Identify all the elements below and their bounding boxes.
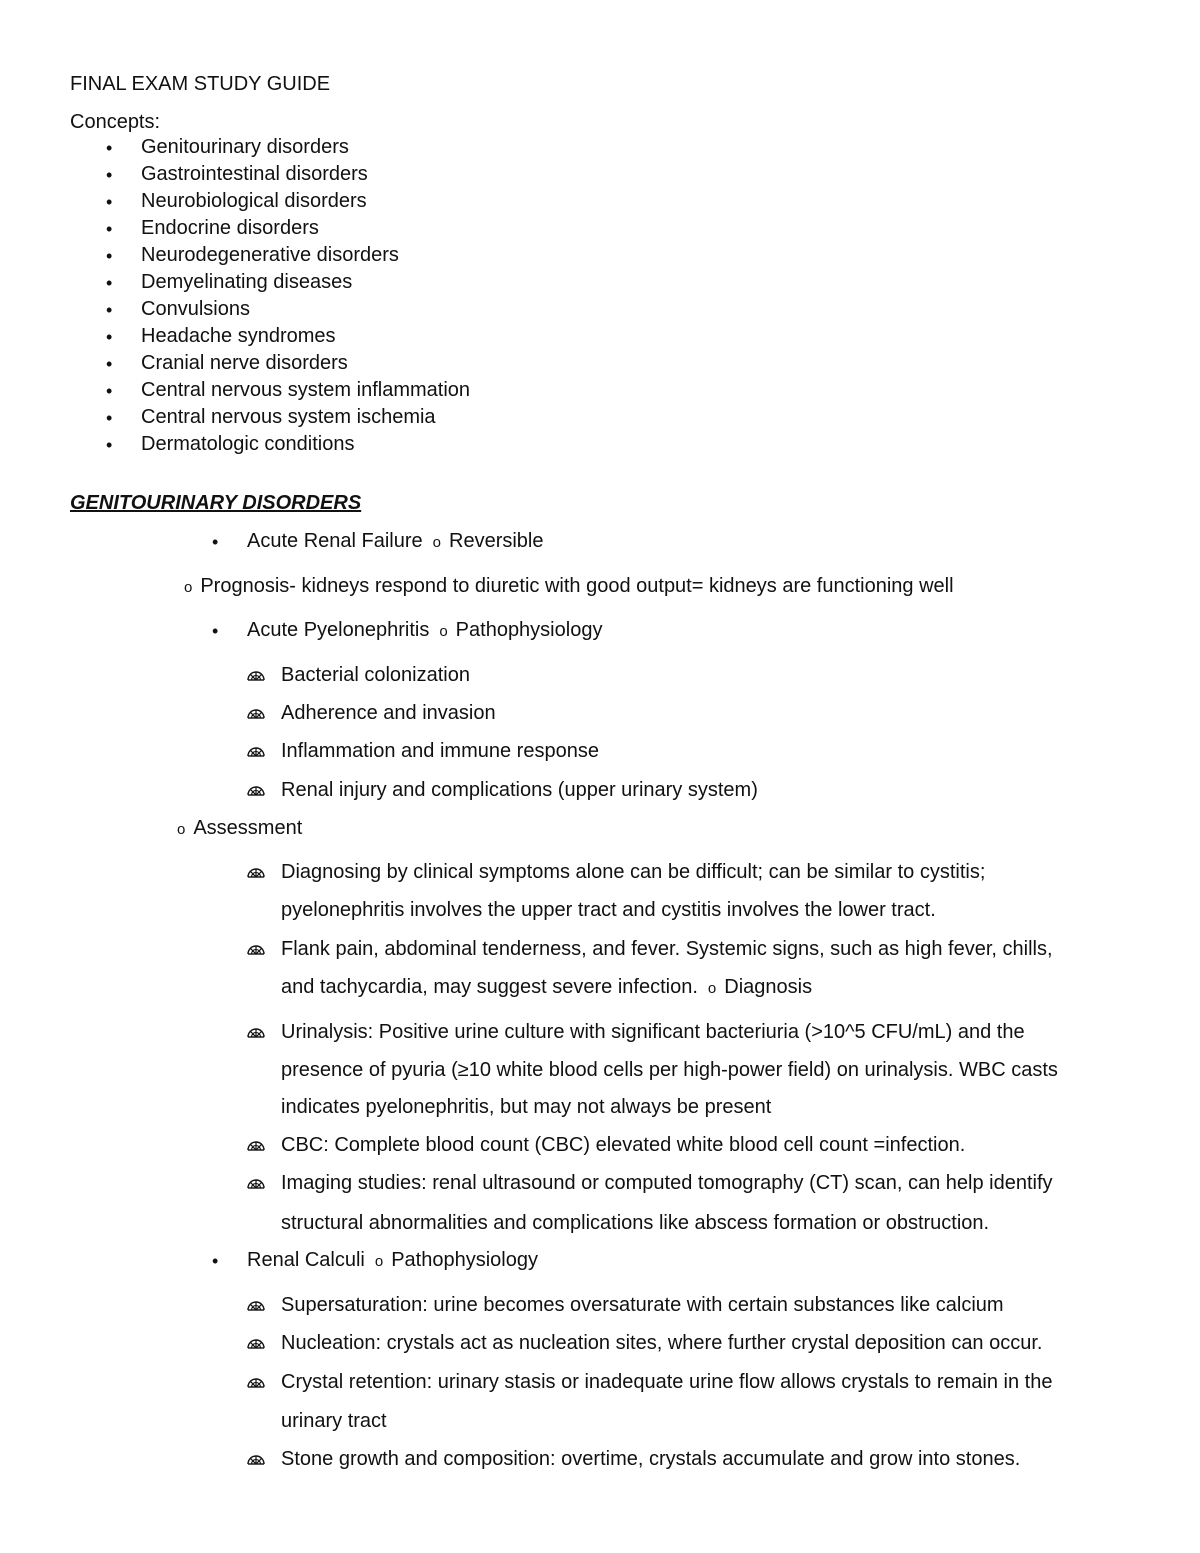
list-item: Diagnosing by clinical symptoms alone can be difficult; can be similar to cystitis; xyxy=(281,861,986,883)
circle-bullet-icon: o xyxy=(439,623,448,640)
wheel-bullet-icon xyxy=(247,783,265,797)
diagnosis-label: Diagnosis xyxy=(724,976,813,998)
concepts-label: Concepts: xyxy=(70,111,161,133)
bullet-icon: • xyxy=(212,1251,219,1271)
list-item: Inflammation and immune response xyxy=(281,740,599,762)
list-item-continued: pyelonephritis involves the upper tract and cystitis involves the lower tract. xyxy=(281,899,936,921)
wheel-bullet-icon xyxy=(247,668,265,682)
list-item-continued: presence of pyuria (≥10 white blood cells per high-power field) on urinalysis. WBC casts xyxy=(281,1059,1058,1081)
bullet-icon: • xyxy=(106,273,113,293)
bullet-icon: • xyxy=(106,192,113,212)
list-item: CBC: Complete blood count (CBC) elevated white blood cell count =infection. xyxy=(281,1134,966,1156)
list-item-continued: urinary tract xyxy=(281,1410,387,1432)
circle-bullet-icon: o xyxy=(177,821,186,838)
wheel-bullet-icon xyxy=(247,1138,265,1152)
circle-bullet-icon: o xyxy=(184,579,193,596)
list-item: Cranial nerve disorders xyxy=(141,352,348,374)
arf-sub: Reversible xyxy=(449,530,544,552)
list-item: Gastrointestinal disorders xyxy=(141,163,368,185)
list-item: Neurobiological disorders xyxy=(141,190,367,212)
pyelo-label: Acute Pyelonephritis xyxy=(247,619,430,641)
list-item: Endocrine disorders xyxy=(141,217,319,239)
list-item: Convulsions xyxy=(141,298,250,320)
wheel-bullet-icon xyxy=(247,942,265,956)
wheel-bullet-icon xyxy=(247,706,265,720)
list-item: Adherence and invasion xyxy=(281,702,496,724)
calculi-label: Renal Calculi xyxy=(247,1249,365,1271)
list-item: Imaging studies: renal ultrasound or computed tomography (CT) scan, can help identify xyxy=(281,1172,1053,1194)
assessment-label: Assessment xyxy=(193,817,303,839)
prognosis-text: Prognosis- kidneys respond to diuretic with good output= kidneys are functioning well xyxy=(200,575,954,597)
wheel-bullet-icon xyxy=(247,1025,265,1039)
list-item xyxy=(247,620,602,640)
list-item-continued: indicates pyelonephritis, but may not always be present xyxy=(281,1096,772,1118)
bullet-icon: • xyxy=(106,165,113,185)
wheel-bullet-icon xyxy=(247,1298,265,1312)
page-title: FINAL EXAM STUDY GUIDE xyxy=(70,73,331,95)
bullet-icon: • xyxy=(106,246,113,266)
list-item: Demyelinating diseases xyxy=(141,271,353,293)
wheel-bullet-icon xyxy=(247,1375,265,1389)
assess2-line2: and tachycardia, may suggest severe infection. xyxy=(281,976,698,998)
list-item: Central nervous system inflammation xyxy=(141,379,471,401)
list-item xyxy=(177,818,302,838)
list-item: Renal injury and complications (upper urinary system) xyxy=(281,779,758,801)
wheel-bullet-icon xyxy=(247,1452,265,1466)
list-item xyxy=(247,531,543,551)
list-item xyxy=(247,1250,538,1270)
bullet-icon: • xyxy=(106,381,113,401)
list-item: Bacterial colonization xyxy=(281,664,470,686)
bullet-icon: • xyxy=(106,435,113,455)
list-item: Crystal retention: urinary stasis or inadequate urine flow allows crystals to remain in the xyxy=(281,1371,1053,1393)
calculi-sub: Pathophysiology xyxy=(391,1249,538,1271)
circle-bullet-icon: o xyxy=(374,1253,384,1270)
list-item xyxy=(184,576,954,596)
bullet-icon: • xyxy=(212,532,219,552)
list-item: Flank pain, abdominal tenderness, and fever. Systemic signs, such as high fever, chills, xyxy=(281,938,1053,960)
list-item-continued xyxy=(281,977,812,997)
bullet-icon: • xyxy=(106,327,113,347)
bullet-icon: • xyxy=(106,300,113,320)
bullet-icon: • xyxy=(212,621,219,641)
bullet-icon: • xyxy=(106,138,113,158)
list-item-continued: structural abnormalities and complications like abscess formation or obstruction. xyxy=(281,1212,990,1234)
bullet-icon: • xyxy=(106,354,113,374)
list-item: Central nervous system ischemia xyxy=(141,406,436,428)
wheel-bullet-icon xyxy=(247,1176,265,1190)
list-item: Dermatologic conditions xyxy=(141,433,355,455)
wheel-bullet-icon xyxy=(247,744,265,758)
list-item: Stone growth and composition: overtime, crystals accumulate and grow into stones. xyxy=(281,1448,1021,1470)
list-item: Headache syndromes xyxy=(141,325,336,347)
arf-label: Acute Renal Failure xyxy=(247,530,423,552)
circle-bullet-icon: o xyxy=(432,534,441,551)
circle-bullet-icon: o xyxy=(707,980,717,997)
list-item: Nucleation: crystals act as nucleation sites, where further crystal deposition can occur. xyxy=(281,1332,1043,1354)
list-item: Neurodegenerative disorders xyxy=(141,244,399,266)
list-item: Genitourinary disorders xyxy=(141,136,349,158)
list-item: Supersaturation: urine becomes oversaturate with certain substances like calcium xyxy=(281,1294,1004,1316)
section-heading: GENITOURINARY DISORDERS xyxy=(70,492,362,514)
bullet-icon: • xyxy=(106,408,113,428)
wheel-bullet-icon xyxy=(247,1336,265,1350)
wheel-bullet-icon xyxy=(247,865,265,879)
pyelo-sub: Pathophysiology xyxy=(455,619,603,641)
list-item: Urinalysis: Positive urine culture with significant bacteriuria (>10^5 CFU/mL) and the xyxy=(281,1021,1025,1043)
bullet-icon: • xyxy=(106,219,113,239)
